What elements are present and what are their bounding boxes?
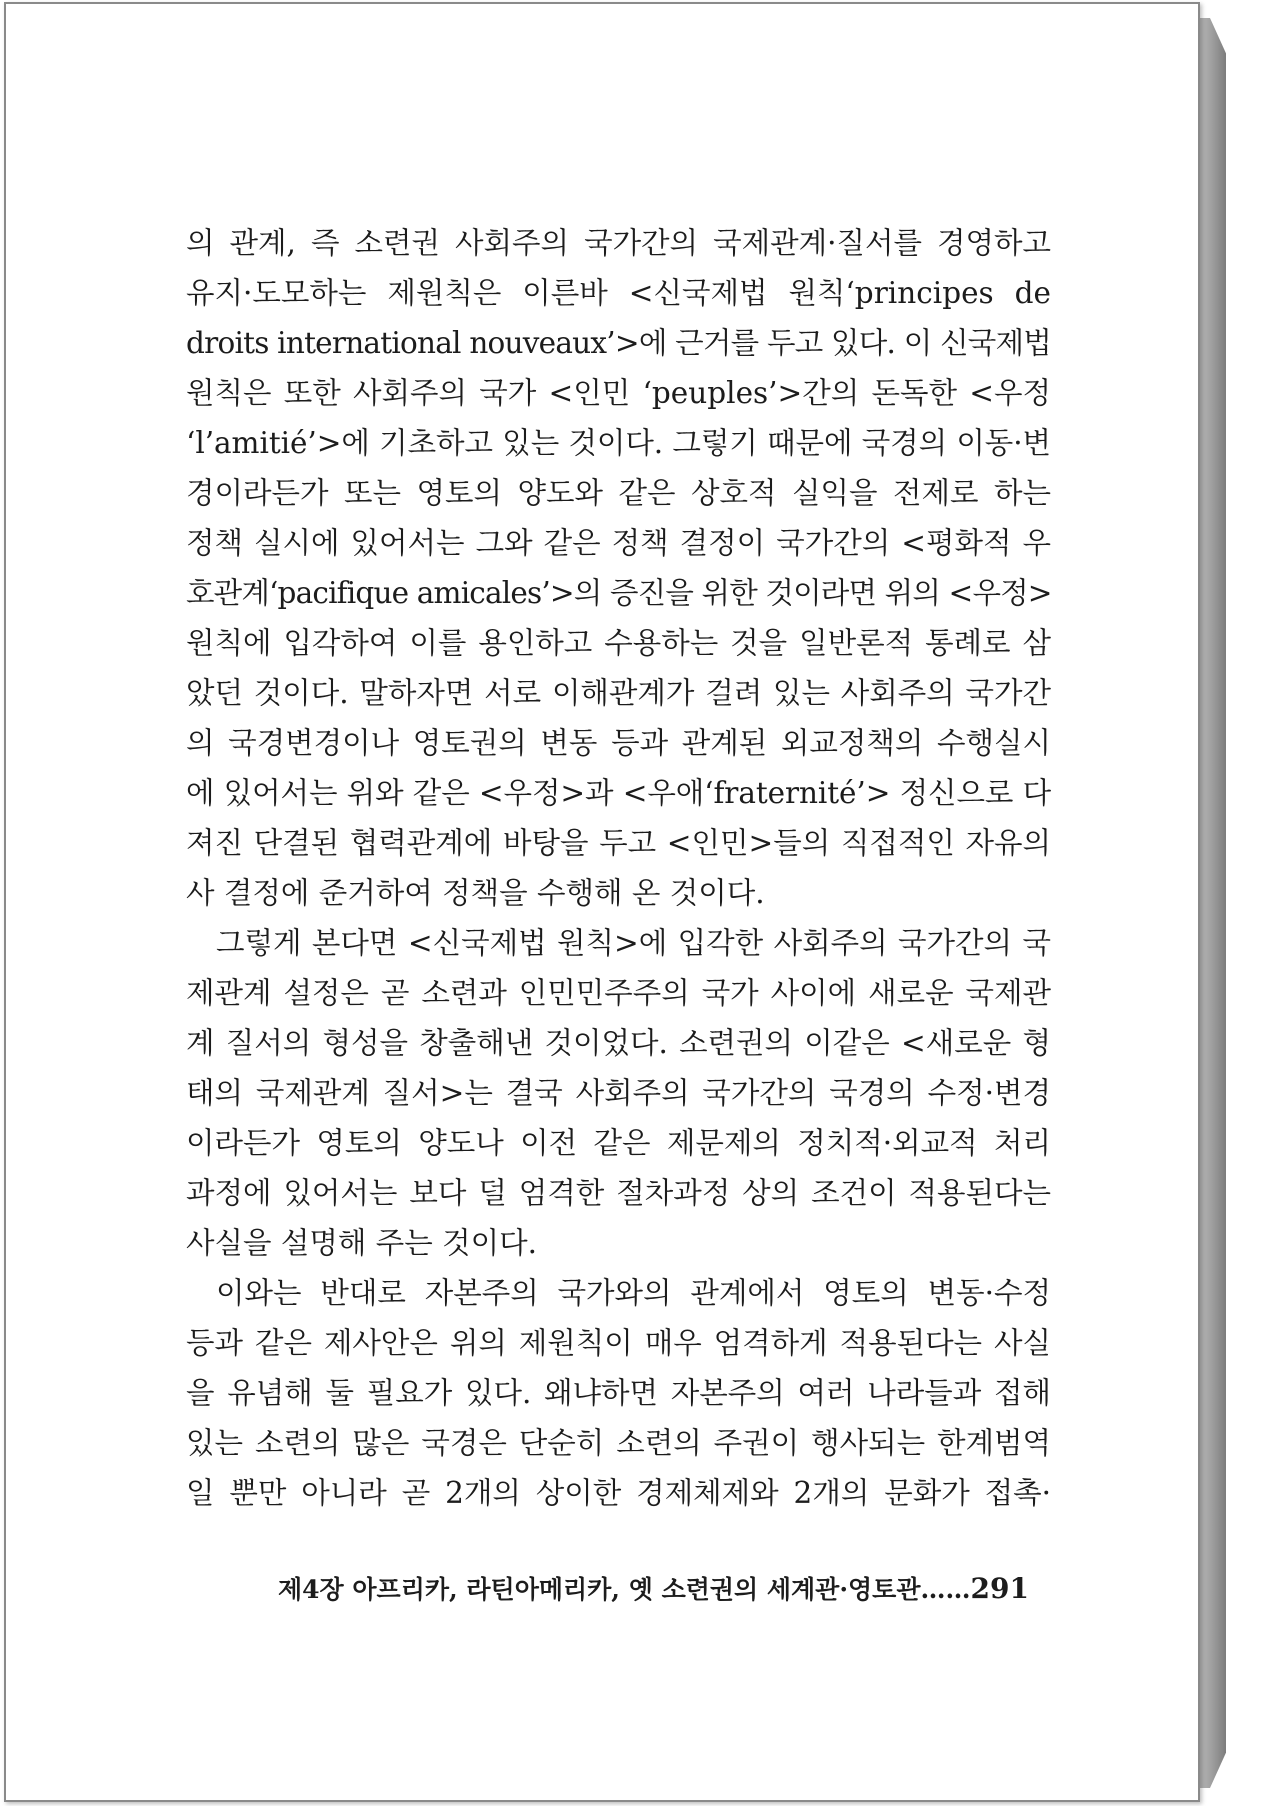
text-line: 정책 실시에 있어서는 그와 같은 정책 결정이 국가간의 <평화적 우 — [186, 526, 1051, 560]
text-line: 져진 단결된 협력관계에 바탕을 두고 <인민>들의 직접적인 자유의 — [186, 826, 1051, 860]
text-line: 등과 같은 제사안은 위의 제원칙이 매우 엄격하게 적용된다는 사실 — [186, 1326, 1051, 1360]
body-text — [186, 218, 1051, 1518]
text-line: 경이라든가 또는 영토의 양도와 같은 상호적 실익을 전제로 하는 — [186, 476, 1051, 510]
text-line: 의 국경변경이나 영토권의 변동 등과 관계된 외교정책의 수행실시 — [186, 726, 1051, 760]
text-line: 태의 국제관계 질서>는 결국 사회주의 국가간의 국경의 수정·변경 — [186, 1076, 1051, 1110]
text-line: 유지·도모하는 제원칙은 이른바 <신국제법 원칙‘principes de — [186, 276, 1051, 310]
text-line: 았던 것이다. 말하자면 서로 이해관계가 걸려 있는 사회주의 국가간 — [186, 676, 1051, 710]
text-line: 원칙에 입각하여 이를 용인하고 수용하는 것을 일반론적 통례로 삼 — [186, 626, 1051, 660]
paragraph-end-line: 사실을 설명해 주는 것이다. — [186, 1226, 537, 1260]
paragraph-start-line: 이와는 반대로 자본주의 국가와의 관계에서 영토의 변동·수정 — [216, 1276, 1051, 1310]
text-line: 있는 소련의 많은 국경은 단순히 소련의 주권이 행사되는 한계범역 — [186, 1426, 1051, 1460]
text-line: 원칙은 또한 사회주의 국가 <인민 ‘peuples’>간의 돈독한 <우정 — [186, 376, 1051, 410]
text-line: 계 질서의 형성을 창출해낸 것이었다. 소련권의 이같은 <새로운 형 — [186, 1026, 1051, 1060]
text-line: ‘l’amitié’>에 기초하고 있는 것이다. 그렇기 때문에 국경의 이동·변 — [186, 426, 1051, 460]
text-line: 호관계‘pacifique amicales’>의 증진을 위한 것이라면 위의 <우정> — [186, 576, 1052, 610]
text-line: 과정에 있어서는 보다 덜 엄격한 절차과정 상의 조건이 적용된다는 — [186, 1176, 1051, 1210]
text-line: 의 관계, 즉 소련권 사회주의 국가간의 국제관계·질서를 경영하고 — [186, 226, 1051, 260]
text-line: 이라든가 영토의 양도나 이전 같은 제문제의 정치적·외교적 처리 — [186, 1126, 1051, 1160]
text-line: 에 있어서는 위와 같은 <우정>과 <우애‘fraternité’> 정신으로 다 — [186, 776, 1051, 810]
paragraph-start-line: 그렇게 본다면 <신국제법 원칙>에 입각한 사회주의 국가간의 국 — [216, 926, 1051, 960]
text-line: droits international nouveaux’>에 근거를 두고 있다. 이 신국제법 — [186, 326, 1051, 360]
text-line: 일 뿐만 아니라 곧 2개의 상이한 경제체제와 2개의 문화가 접촉· — [186, 1476, 1051, 1510]
book-page — [4, 2, 1200, 1802]
paragraph-end-line: 사 결정에 준거하여 정책을 수행해 온 것이다. — [186, 876, 765, 910]
text-line: 을 유념해 둘 필요가 있다. 왜냐하면 자본주의 여러 나라들과 접해 — [186, 1376, 1051, 1410]
running-footer: 제4장 아프리카, 라틴아메리카, 옛 소련권의 세계관·영토관…… — [278, 1575, 971, 1604]
page-number: 291 — [970, 1572, 1029, 1605]
page-footer — [278, 1570, 1029, 1606]
text-line: 제관계 설정은 곧 소련과 인민민주주의 국가 사이에 새로운 국제관 — [186, 976, 1051, 1010]
